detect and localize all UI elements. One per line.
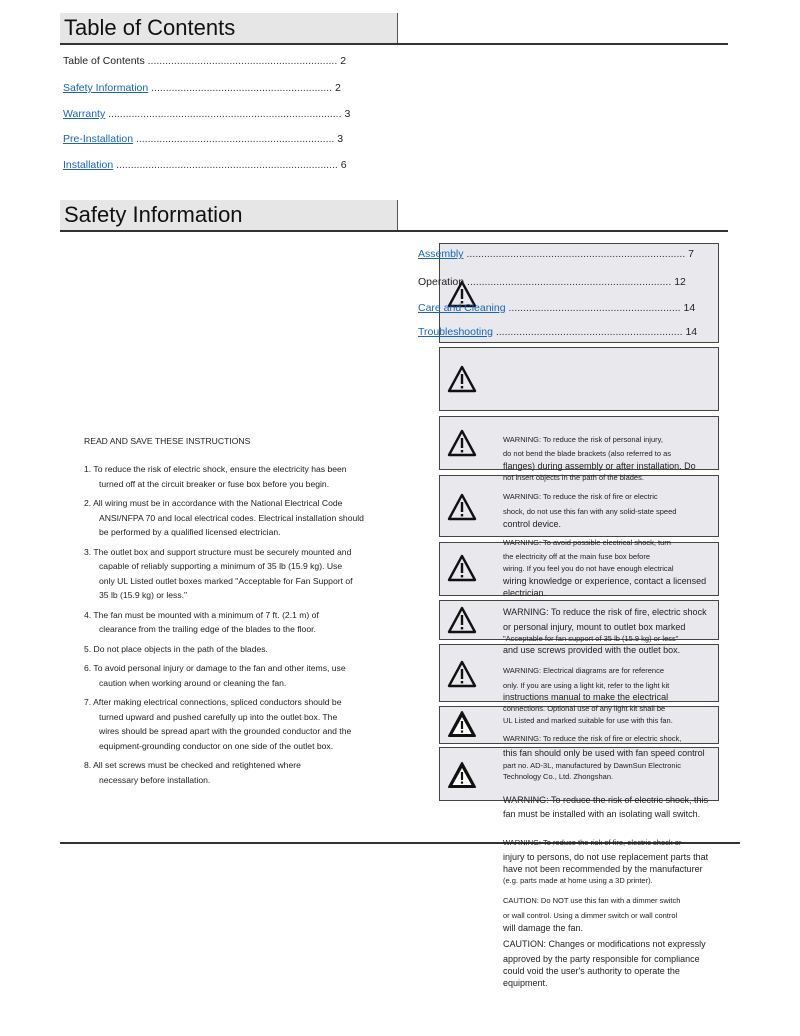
warning-text: connections. Optional use of any light kit shall be bbox=[503, 704, 666, 713]
toc-dots: ................................................................ bbox=[495, 326, 683, 338]
toc-entry-label: Table of Contents bbox=[63, 55, 145, 67]
caution-text: or wall control. Using a dimmer switch or wall control bbox=[503, 911, 678, 920]
toc-dots: ........................................................................... bbox=[466, 248, 686, 260]
warning-triangle-icon bbox=[447, 554, 477, 582]
toc-link-safety[interactable]: Safety Information bbox=[63, 82, 149, 94]
instructions-list bbox=[84, 462, 364, 787]
warning-triangle-icon bbox=[447, 606, 477, 634]
toc-entry-label: Operation bbox=[418, 276, 465, 288]
list-item: 3. The outlet box and support structure must be securely mounted and bbox=[84, 546, 352, 557]
toc-entry[interactable] bbox=[418, 326, 697, 338]
warning-text: only. If you are using a light kit, refer to the light kit bbox=[503, 681, 670, 690]
safety-divider bbox=[60, 230, 728, 232]
warning-text: WARNING: To reduce the risk of fire, electric shock or bbox=[503, 838, 682, 847]
toc-dots: ............................................................................ bbox=[116, 159, 338, 171]
warning-text: control device. bbox=[503, 519, 562, 529]
toc-page: 14 bbox=[683, 302, 696, 314]
warning-triangle-icon bbox=[447, 710, 477, 738]
list-item: wires should be spread apart with the grounded conductor and the bbox=[99, 726, 352, 736]
list-item: turned off at the circuit breaker or fuse box before you begin. bbox=[99, 478, 330, 489]
warning-text: flanges) during assembly or after installation. Do bbox=[503, 461, 696, 471]
toc-link-installation[interactable]: Installation bbox=[63, 159, 114, 171]
warning-triangle-icon bbox=[447, 660, 477, 688]
warning-text: part no. AD-3L, manufactured by DawnSun Electronic bbox=[503, 761, 682, 770]
warning-text: WARNING: Electrical diagrams are for reference bbox=[503, 666, 665, 675]
toc-page: 3 bbox=[337, 133, 344, 145]
warning-text: WARNING: To reduce the risk of personal injury, bbox=[503, 435, 663, 444]
warning-text: have not been recommended by the manufacturer bbox=[503, 864, 703, 874]
toc-dots: .............................................................. bbox=[151, 82, 333, 94]
toc-page: 12 bbox=[674, 276, 686, 288]
warning-text: (e.g. parts made at home using a 3D printer). bbox=[503, 876, 653, 885]
list-item: be performed by a qualified licensed electrician. bbox=[99, 527, 281, 537]
warning-text: UL Listed and marked suitable for use with this fan. bbox=[503, 716, 673, 725]
warning-box bbox=[439, 347, 719, 411]
list-item: turned upward and pushed carefully up into the outlet box. The bbox=[99, 711, 338, 722]
toc-link-warranty[interactable]: Warranty bbox=[63, 108, 106, 120]
warning-text: or personal injury, mount to outlet box marked bbox=[503, 622, 686, 632]
toc-page: 6 bbox=[340, 159, 347, 171]
list-item: 8. All set screws must be checked and retightened where bbox=[84, 760, 301, 770]
list-item: 6. To avoid personal injury or damage to the fan and other items, use bbox=[84, 663, 346, 673]
toc-link-care-and-cleaning[interactable]: Care and Cleaning bbox=[418, 302, 506, 314]
safety-header: Safety Information bbox=[60, 200, 398, 230]
toc-entry[interactable] bbox=[63, 82, 341, 94]
toc-dots: ...................................................................... bbox=[467, 276, 672, 288]
warning-text: Technology Co., Ltd. Zhongshan. bbox=[503, 772, 614, 781]
list-item: 5. Do not place objects in the path of the blades. bbox=[84, 643, 268, 654]
toc-page: 14 bbox=[685, 326, 698, 338]
toc-dots: ................................................................. bbox=[147, 55, 338, 67]
toc-divider bbox=[60, 43, 728, 45]
warning-triangle-icon bbox=[447, 429, 477, 457]
list-item: necessary before installation. bbox=[99, 774, 211, 785]
warning-triangle-icon bbox=[447, 761, 477, 789]
instructions-title: READ AND SAVE THESE INSTRUCTIONS bbox=[84, 436, 251, 446]
list-item: clearance from the trailing edge of the blades to the floor. bbox=[99, 624, 316, 634]
toc-entry[interactable] bbox=[63, 133, 343, 145]
warning-text: fan must be installed with an isolating wall switch. bbox=[503, 809, 701, 819]
caution-text: approved by the party responsible for compliance bbox=[503, 954, 700, 964]
list-item: only UL Listed outlet boxes marked "Acceptable for Fan Support of bbox=[99, 575, 353, 586]
warning-text: WARNING: To reduce the risk of electric shock, this bbox=[503, 795, 709, 805]
toc-entry[interactable] bbox=[63, 159, 347, 171]
warning-triangle-icon bbox=[447, 493, 477, 521]
toc-header: Table of Contents bbox=[60, 13, 398, 43]
toc-page: 7 bbox=[688, 248, 694, 260]
toc-page: 3 bbox=[344, 108, 351, 120]
list-item: 1. To reduce the risk of electric shock, ensure the electricity has been bbox=[84, 464, 347, 474]
warning-text: WARNING: To reduce the risk of fire, electric shock bbox=[503, 607, 707, 617]
warning-text: WARNING: To reduce the risk of fire or electric shock, bbox=[503, 734, 682, 743]
toc-entry[interactable] bbox=[63, 108, 350, 120]
list-item: caution when working around or cleaning the fan. bbox=[99, 677, 287, 688]
warning-text: electrician. bbox=[503, 588, 547, 598]
toc-entry[interactable] bbox=[418, 248, 694, 260]
warning-text: the electricity off at the main fuse box before bbox=[503, 552, 651, 561]
caution-text: could void the user's authority to operate the bbox=[503, 966, 680, 976]
list-item: 35 lb (15.9 kg) or less." bbox=[99, 590, 188, 600]
list-item: capable of reliably supporting a minimum of 35 lb (15.9 kg). Use bbox=[99, 561, 343, 571]
toc-link-assembly[interactable]: Assembly bbox=[418, 248, 464, 260]
toc-page: 2 bbox=[340, 55, 347, 67]
warning-text: wiring. If you feel you do not have enough electrical bbox=[503, 564, 674, 573]
warning-triangle-icon bbox=[447, 365, 477, 393]
warning-text: wiring knowledge or experience, contact a licensed bbox=[503, 576, 707, 586]
list-item: equipment-grounding conductor on one side of the outlet box. bbox=[99, 740, 334, 751]
toc-entry[interactable] bbox=[418, 302, 695, 314]
list-item: 7. After making electrical connections, spliced conductors should be bbox=[84, 697, 342, 707]
list-item: 4. The fan must be mounted with a minimum of 7 ft. (2.1 m) of bbox=[84, 609, 319, 620]
toc-dots: ................................................................................ bbox=[108, 108, 342, 120]
toc-entry bbox=[63, 55, 346, 67]
warning-text: not insert objects in the path of the blades. bbox=[503, 473, 644, 482]
caution-text: will damage the fan. bbox=[503, 923, 584, 933]
warning-box bbox=[439, 475, 719, 537]
list-item: ANSI/NFPA 70 and local electrical codes. Electrical installation should bbox=[99, 512, 364, 523]
toc-link-pre-installation[interactable]: Pre-Installation bbox=[63, 133, 134, 145]
toc-entry bbox=[418, 276, 686, 288]
caution-text: CAUTION: Do NOT use this fan with a dimmer switch bbox=[503, 896, 681, 905]
warning-text: this fan should only be used with fan speed control bbox=[503, 748, 705, 758]
list-item: 2. All wiring must be in accordance with the National Electrical Code bbox=[84, 498, 343, 508]
toc-dots: ........................................................... bbox=[508, 302, 681, 314]
caution-text: equipment. bbox=[503, 978, 548, 988]
toc-dots: .................................................................... bbox=[135, 133, 335, 145]
warning-text: "Acceptable for fan support of 35 lb (15.9 kg) or less" bbox=[503, 634, 679, 643]
warning-text: instructions manual to make the electrical bbox=[503, 692, 669, 702]
toc-page: 2 bbox=[334, 82, 341, 94]
warning-text: do not bend the blade brackets (also referred to as bbox=[503, 449, 672, 458]
toc-link-troubleshooting[interactable]: Troubleshooting bbox=[418, 326, 493, 338]
warning-text: WARNING: To reduce the risk of fire or electric bbox=[503, 492, 658, 501]
warning-text: injury to persons, do not use replacement parts that bbox=[503, 852, 709, 862]
warning-text: WARNING: To avoid possible electrical shock, turn bbox=[503, 538, 671, 547]
warning-text: shock, do not use this fan with any solid-state speed bbox=[503, 507, 677, 516]
caution-text: CAUTION: Changes or modifications not expressly bbox=[503, 939, 706, 949]
warning-text: and use screws provided with the outlet box. bbox=[503, 645, 681, 655]
